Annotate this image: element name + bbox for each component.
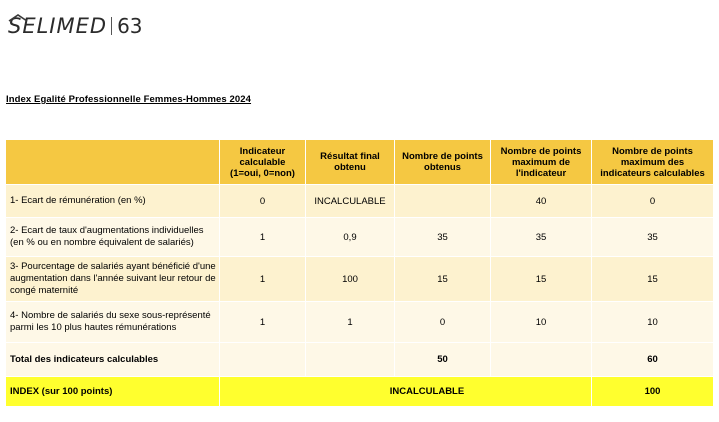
header-max-calc: Nombre de points maximum des indicateurs calculables — [592, 140, 714, 185]
total-row — [6, 343, 714, 377]
cell-max-calc: 10 — [592, 302, 714, 343]
header-max: Nombre de points maximum de l'indicateur — [491, 140, 592, 185]
cell-max: 10 — [491, 302, 592, 343]
index-row — [6, 377, 714, 407]
cell-resultat: INCALCULABLE — [306, 185, 395, 218]
cell-max-calc: 35 — [592, 218, 714, 257]
cell-calculable: 0 — [220, 185, 306, 218]
row-label: 4- Nombre de salariés du sexe sous-représenté parmi les 10 plus hautes rémunérations — [6, 302, 220, 343]
total-empty — [220, 343, 306, 377]
cell-calculable: 1 — [220, 218, 306, 257]
cell-calculable: 1 — [220, 302, 306, 343]
header-resultat: Résultat final obtenu — [306, 140, 395, 185]
cell-calculable: 1 — [220, 257, 306, 302]
table-row — [6, 257, 714, 302]
cell-points: 35 — [395, 218, 491, 257]
table-row — [6, 185, 714, 218]
header-points: Nombre de points obtenus — [395, 140, 491, 185]
cell-resultat: 1 — [306, 302, 395, 343]
cell-max: 40 — [491, 185, 592, 218]
logo-number: 63 — [117, 14, 143, 38]
table-header-row — [6, 140, 714, 185]
table-row — [6, 302, 714, 343]
cell-points: 0 — [395, 302, 491, 343]
header-calculable: Indicateur calculable (1=oui, 0=non) — [220, 140, 306, 185]
cell-resultat: 100 — [306, 257, 395, 302]
index-table — [5, 139, 714, 407]
header-blank — [6, 140, 220, 185]
document-title: Index Egalité Professionnelle Femmes-Hommes 2024 — [6, 94, 252, 105]
logo-separator — [111, 17, 112, 35]
total-points: 50 — [395, 343, 491, 377]
row-label: 2- Ecart de taux d'augmentations individuelles (en % ou en nombre équivalent de salariés) — [6, 218, 220, 257]
cell-max: 15 — [491, 257, 592, 302]
table-row — [6, 218, 714, 257]
row-label: 3- Pourcentage de salariés ayant bénéficié d'une augmentation dans l'année suivant leur retour de congé maternité — [6, 257, 220, 302]
index-max: 100 — [592, 377, 714, 407]
index-label: INDEX (sur 100 points) — [6, 377, 220, 407]
cell-resultat: 0,9 — [306, 218, 395, 257]
cell-max: 35 — [491, 218, 592, 257]
total-empty — [491, 343, 592, 377]
total-max-calc: 60 — [592, 343, 714, 377]
company-logo — [8, 6, 143, 38]
logo-word-text: SELIMED — [8, 14, 108, 38]
cell-max-calc: 0 — [592, 185, 714, 218]
roof-icon — [8, 14, 28, 22]
row-label: 1- Ecart de rémunération (en %) — [6, 185, 220, 218]
total-empty — [306, 343, 395, 377]
index-value: INCALCULABLE — [220, 377, 592, 407]
logo-wordmark — [8, 14, 107, 38]
cell-points: 15 — [395, 257, 491, 302]
cell-max-calc: 15 — [592, 257, 714, 302]
total-label: Total des indicateurs calculables — [6, 343, 220, 377]
cell-points — [395, 185, 491, 218]
